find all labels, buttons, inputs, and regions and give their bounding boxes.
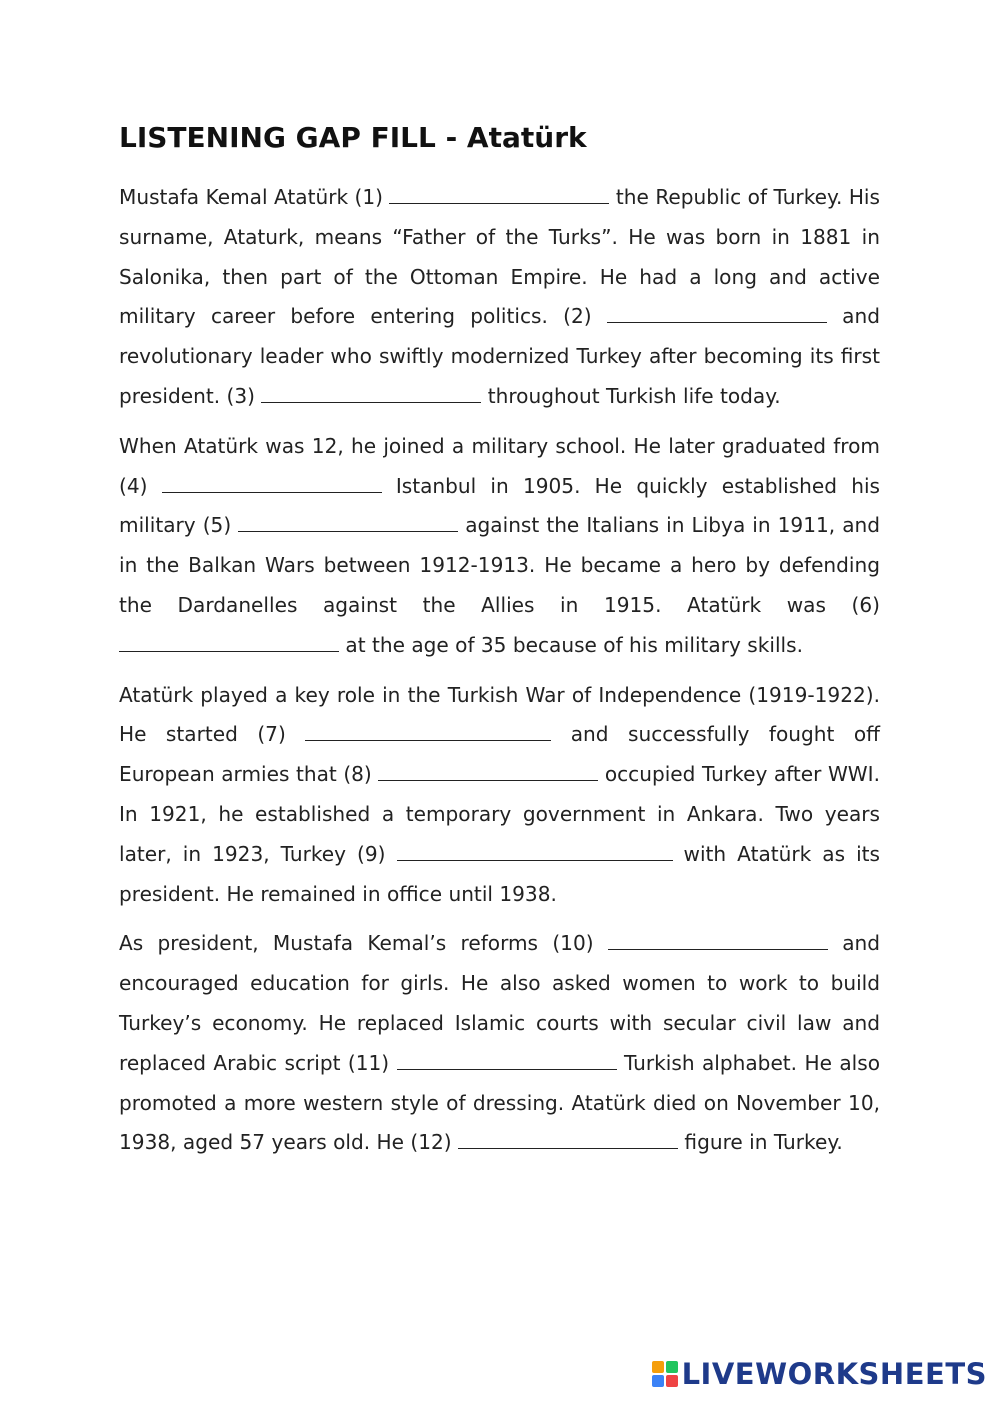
text-segment: Atatürk played a key role in the Turkish War of Independence (1919-1922). He started (7) — [119, 682, 880, 747]
gap-blank-7[interactable] — [305, 718, 551, 741]
text-segment: with Atatürk as its president. He remained in office until 1938. — [119, 841, 880, 906]
gap-blank-3[interactable] — [261, 380, 481, 403]
text-segment: and encouraged education for girls. He also asked women to work to build Turkey’s economy. He replaced Islamic courts with secular civil law and replaced Arabic script (11) — [119, 931, 880, 1075]
text-segment: at the age of 35 because of his military skills. — [339, 632, 803, 657]
text-segment: against the Italians in Libya in 1911, and in the Balkan Wars between 1912-1913. He became a hero by defending the Dardanelles against the Allies in 1915. Atatürk was (6) — [119, 513, 880, 617]
logo-square — [666, 1375, 678, 1387]
gap-blank-2[interactable] — [607, 300, 827, 323]
text-segment: Turkish alphabet. He also promoted a more western style of dressing. Atatürk died on November 10, 1938, aged 57 years old. He (12) — [119, 1050, 880, 1155]
gap-blank-6[interactable] — [119, 629, 339, 652]
page-title: LISTENING GAP FILL - Atatürk — [119, 121, 587, 154]
paragraph-3 — [119, 676, 880, 915]
gap-blank-9[interactable] — [397, 838, 673, 861]
text-segment: figure in Turkey. — [678, 1130, 843, 1155]
text-segment: As president, Mustafa Kemal’s reforms (10) — [119, 931, 608, 956]
gap-blank-10[interactable] — [608, 927, 828, 950]
paragraph-1 — [119, 178, 880, 417]
paragraph-4 — [119, 924, 880, 1163]
gap-blank-4[interactable] — [162, 470, 382, 493]
text-segment: throughout Turkish life today. — [481, 383, 781, 408]
text-segment: Istanbul in 1905. He quickly established his military (5) — [119, 473, 880, 538]
logo-square — [666, 1361, 678, 1373]
paragraph-2 — [119, 427, 880, 666]
gap-blank-1[interactable] — [389, 181, 609, 204]
gap-blank-12[interactable] — [458, 1126, 678, 1149]
worksheet-page — [119, 116, 880, 1173]
logo-text: LIVEWORKSHEETS — [681, 1357, 987, 1391]
liveworksheets-logo — [652, 1357, 987, 1391]
gap-blank-8[interactable] — [378, 758, 598, 781]
logo-mark-icon — [652, 1361, 678, 1387]
text-segment: and revolutionary leader who swiftly modernized Turkey after becoming its first president. (3) — [119, 304, 880, 408]
text-segment: the Republic of Turkey. His surname, Ataturk, means “Father of the Turks”. He was born in 1881 in Salonika, then part of the Ottoman Empire. He had a long and active military career before entering politics. (2) — [119, 185, 880, 329]
gap-blank-11[interactable] — [397, 1047, 617, 1070]
text-segment: and successfully fought off European armies that (8) — [119, 722, 880, 787]
gap-blank-5[interactable] — [238, 509, 458, 532]
text-segment: When Atatürk was 12, he joined a military school. He later graduated from (4) — [119, 433, 880, 498]
text-segment: Mustafa Kemal Atatürk (1) — [119, 185, 390, 209]
logo-square — [652, 1375, 664, 1387]
text-segment: occupied Turkey after WWI. In 1921, he established a temporary government in Ankara. Two years later, in 1923, Turkey (9) — [119, 762, 880, 866]
logo-square — [652, 1361, 664, 1373]
